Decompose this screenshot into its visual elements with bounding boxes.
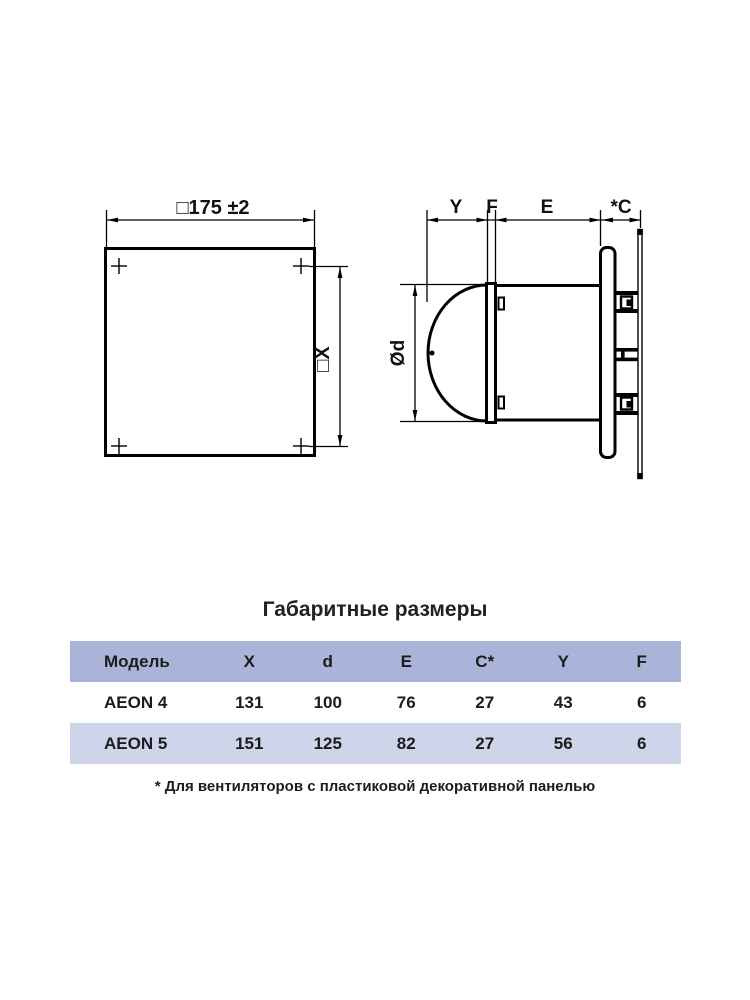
arrowhead [338,435,343,446]
table-cell: 131 [235,692,264,712]
decorative-panel [638,230,642,479]
table-cell: 100 [313,692,342,712]
arrowhead [303,218,314,223]
arrowhead [107,218,118,223]
panel-square [106,249,315,456]
mounting-plate [601,248,616,458]
body-latch [499,397,505,409]
fan-flange [487,284,496,423]
column-header-d: d [322,651,333,671]
table-cell: 82 [396,733,416,753]
arrowhead [477,218,488,223]
table-row [70,682,681,723]
arrowhead [602,218,613,223]
bottom-clip [615,393,638,415]
width-dimension [107,197,315,248]
table-cell: 151 [235,733,264,753]
model-name: AEON 5 [104,733,168,753]
table-cell: 27 [475,692,495,712]
dimensions-table [70,641,681,764]
column-header-c: C* [475,651,495,671]
table-cell: 6 [637,733,647,753]
flange-dimension-label: F [486,197,498,218]
depth-dimension-label: Y [449,197,463,218]
panel-end-cap [637,229,643,235]
top-clip [615,291,638,313]
table-cell: 43 [553,692,573,712]
fan-dome [428,285,487,421]
footnote: * Для вентиляторов с пластиковой декоративной панелью [154,778,596,795]
arrowhead [496,218,507,223]
table-title: Габаритные размеры [262,598,488,621]
body-dimension-label: E [540,197,554,218]
panel-end-cap [637,473,643,479]
panel-dimension-label: *C [610,197,632,218]
table-header-row [70,641,681,682]
front-view-drawing [80,190,370,480]
table-cell: 27 [475,733,495,753]
arrowhead [630,218,641,223]
column-header-e: E [400,651,412,671]
arrowhead [427,218,438,223]
model-name: AEON 4 [104,692,168,712]
middle-clip [615,348,638,361]
arrowhead [590,218,601,223]
height-dimension-label: □X [312,346,334,372]
column-header-y: Y [557,651,569,671]
column-header-x: X [243,651,255,671]
body-latch [499,298,505,310]
diameter-dimension-label: Ød [388,339,409,367]
table-cell: 125 [313,733,342,753]
side-view-drawing [388,190,655,490]
arrowhead [413,285,418,296]
table-row [70,723,681,764]
column-header-f: F [636,651,647,671]
table-cell: 6 [637,692,647,712]
dome-center-dot [430,351,435,356]
column-header-model: Модель [104,651,170,671]
table-cell: 56 [553,733,573,753]
arrowhead [413,410,418,421]
width-dimension-label: □175 ±2 [176,197,250,219]
fan-body [495,286,601,421]
table-cell: 76 [396,692,416,712]
arrowhead [338,267,343,278]
